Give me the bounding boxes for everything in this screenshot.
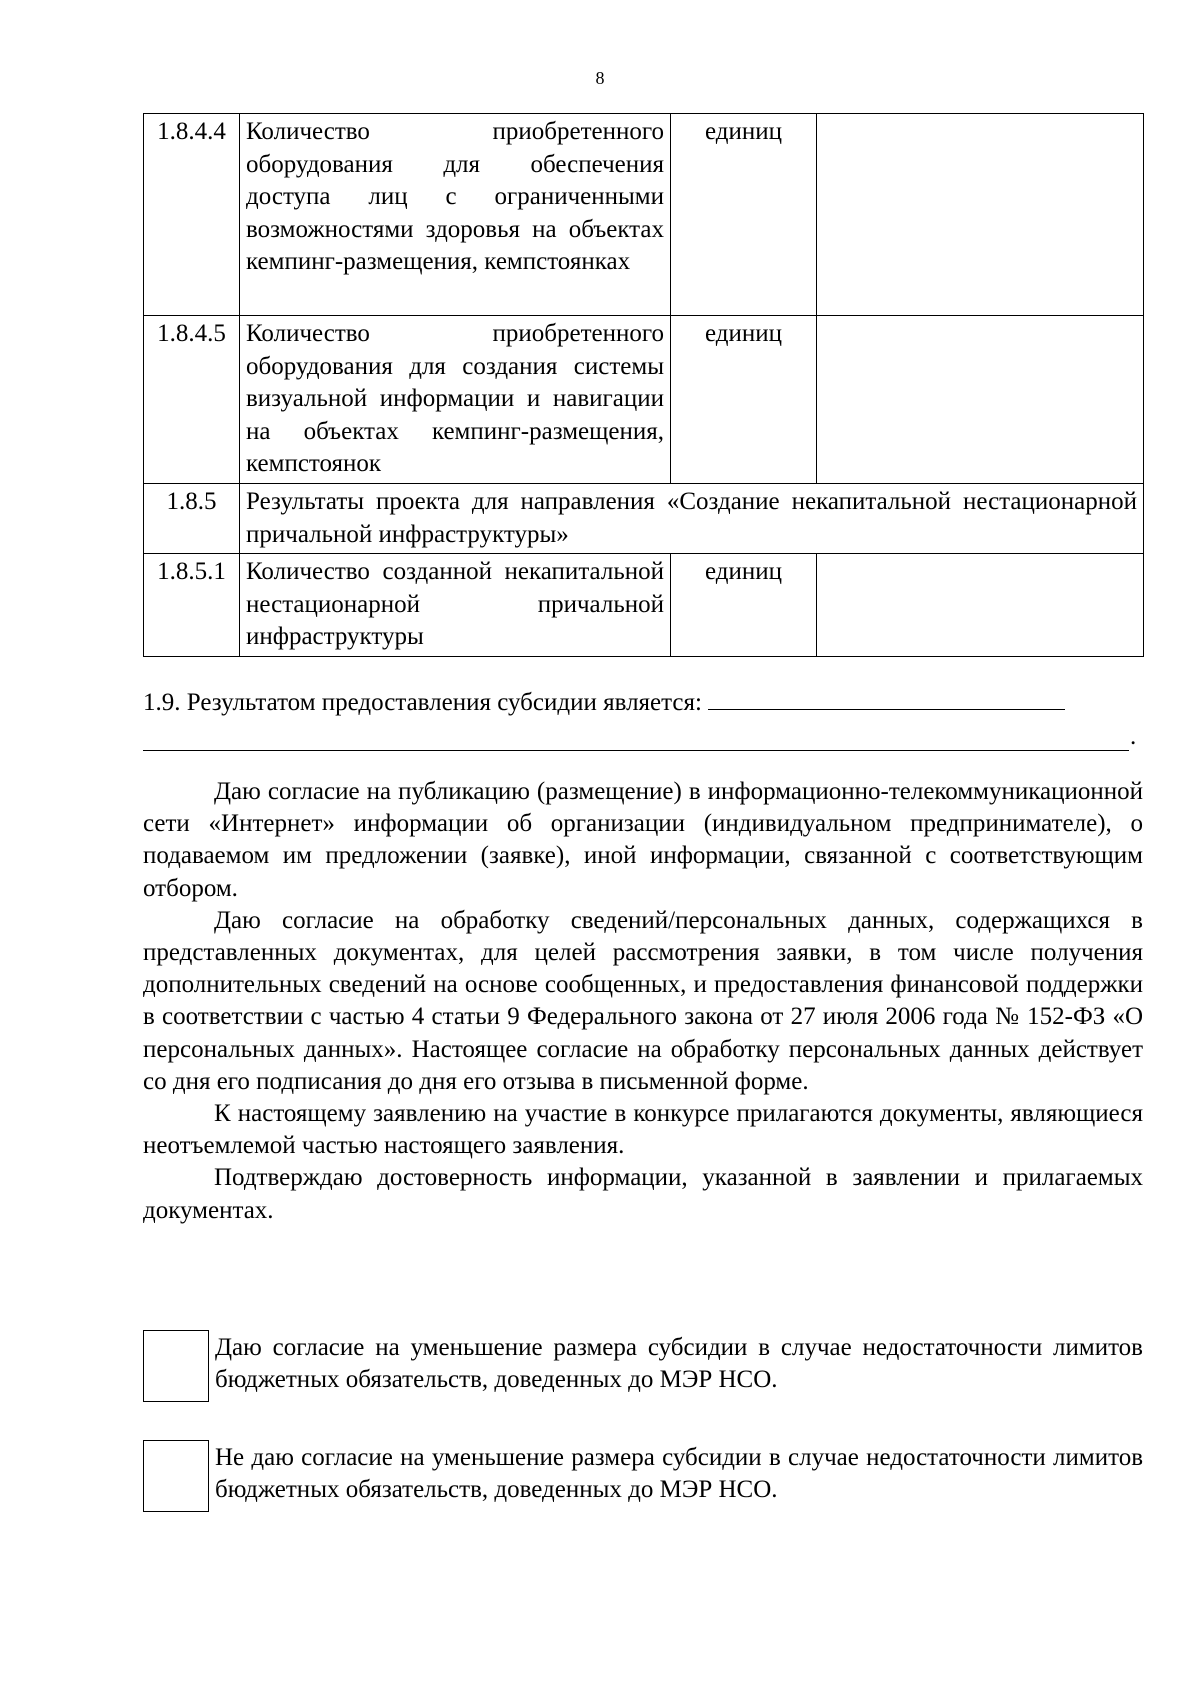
- consent-paragraphs: [143, 776, 1143, 1227]
- row-number: 1.8.5.1: [144, 554, 240, 657]
- section-title: Результаты проекта для направления «Создание некапитальной нестационарной причальной инфраструктуры»: [240, 484, 1144, 554]
- subsidy-result-line: [143, 685, 1143, 720]
- table-row: [144, 114, 1144, 316]
- table-section-row: [144, 484, 1144, 554]
- agree-label: Даю согласие на уменьшение размера субсидии в случае недостаточности лимитов бюджетных обязательств, доведенных до МЭР НСО.: [215, 1334, 1143, 1393]
- table-row: [144, 316, 1144, 484]
- indicator-name: Количество приобретенного оборудования для обеспечения доступа лиц с ограниченными возможностями здоровья на объектах кемпинг-размещения, кемпстоянках: [240, 114, 671, 316]
- table-row: [144, 554, 1144, 657]
- row-number: 1.8.5: [144, 484, 240, 554]
- indicator-name: Количество созданной некапитальной нестационарной причальной инфраструктуры: [240, 554, 671, 657]
- indicator-value-cell[interactable]: [817, 316, 1144, 484]
- paragraph-attached-documents: К настоящему заявлению на участие в конкурсе прилагаются документы, являющиеся неотъемлемой частью настоящего заявления.: [143, 1100, 1143, 1160]
- agree-checkbox[interactable]: [143, 1330, 209, 1402]
- indicator-name: Количество приобретенного оборудования для создания системы визуальной информации и навигации на объектах кемпинг-размещения, кемпстоянок: [240, 316, 671, 484]
- indicator-value-cell[interactable]: [817, 554, 1144, 657]
- disagree-checkbox[interactable]: [143, 1440, 209, 1512]
- subsidy-result-end-mark: .: [1130, 723, 1137, 750]
- paragraph-personal-data-consent: Даю согласие на обработку сведений/персональных данных, содержащихся в представленных документах, для целей рассмотрения заявки, в том числе получения дополнительных сведений на основе сообщенных, и предоставления финансовой поддержки в соответствии с частью 4 статьи 9 Федерального закона от 27 июля 2006 года № 152-ФЗ «О персональных данных». Настоящее согласие на обработку персональных данных действует со дня его подписания до дня его отзыва в письменной форме.: [143, 906, 1143, 1095]
- subsidy-result-blank-continued[interactable]: [143, 750, 1129, 751]
- indicator-unit: единиц: [671, 114, 817, 316]
- disagree-label: Не даю согласие на уменьшение размера субсидии в случае недостаточности лимитов бюджетных обязательств, доведенных до МЭР НСО.: [215, 1444, 1143, 1503]
- paragraph-publication-consent: Даю согласие на публикацию (размещение) в информационно-телекоммуникационной сети «Интернет» информации об организации (индивидуальном предпринимателе), о подаваемом им предложении (заявке), иной информации, связанной с соответствующим отбором.: [143, 778, 1143, 902]
- indicator-value-cell[interactable]: [817, 114, 1144, 316]
- row-number: 1.8.4.4: [144, 114, 240, 316]
- indicator-unit: единиц: [671, 554, 817, 657]
- subsidy-result-label: 1.9. Результатом предоставления субсидии является:: [143, 689, 702, 716]
- indicators-table: [143, 113, 1144, 657]
- row-number: 1.8.4.5: [144, 316, 240, 484]
- subsidy-result-blank[interactable]: [708, 685, 1065, 710]
- paragraph-confirmation: Подтверждаю достоверность информации, указанной в заявлении и прилагаемых документах.: [143, 1164, 1143, 1224]
- page-number: 8: [595, 68, 605, 88]
- indicator-unit: единиц: [671, 316, 817, 484]
